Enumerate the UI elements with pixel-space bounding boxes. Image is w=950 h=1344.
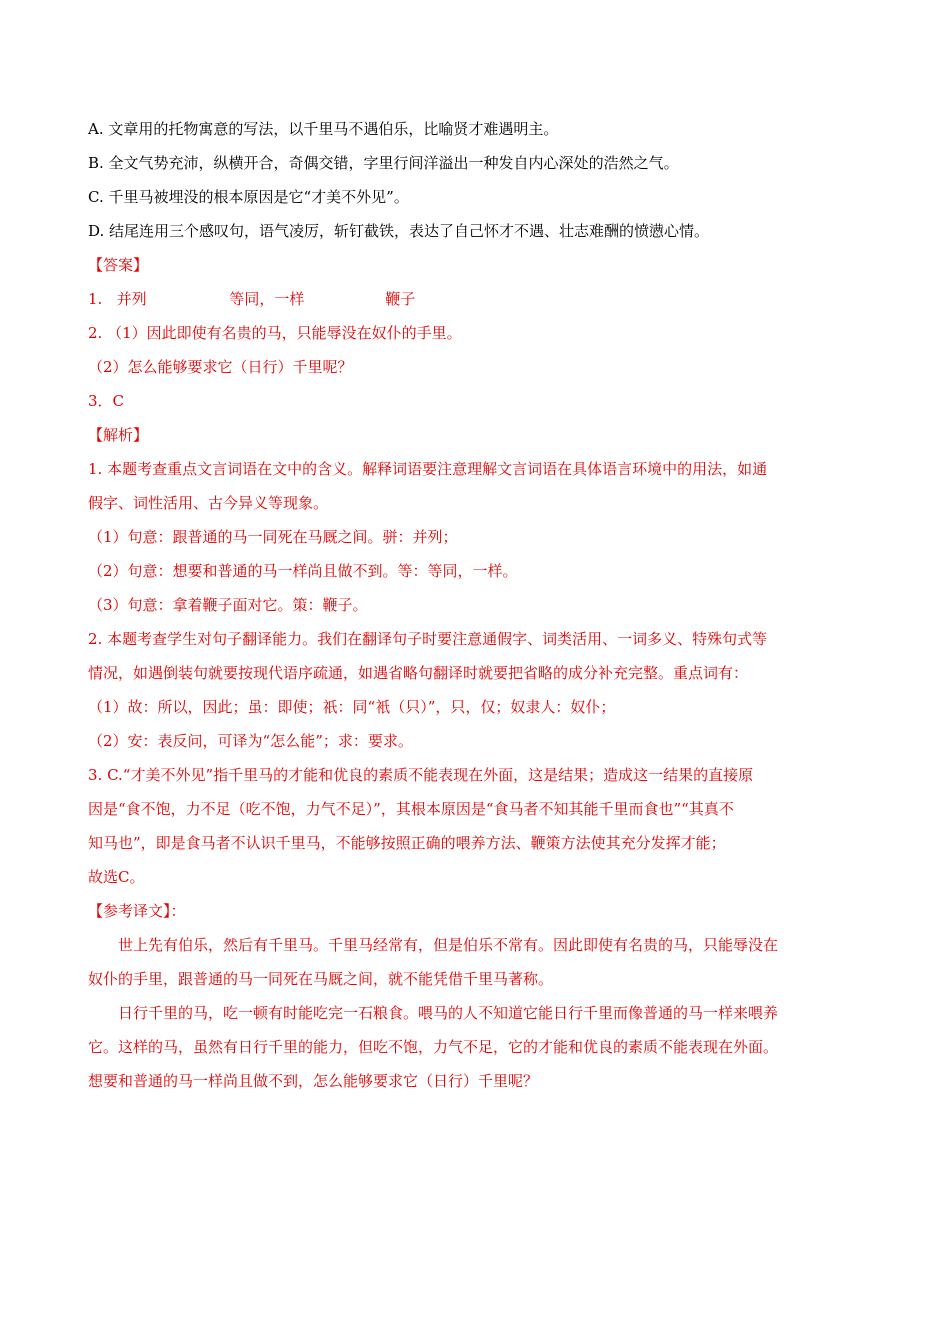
- analysis-heading: 【解析】: [88, 426, 149, 444]
- answer-q2-2: （2）怎么能够要求它（日行）千里呢？: [88, 358, 353, 376]
- analysis-p1-s2: （2）句意：想要和普通的马一样尚且做不到。等：等同，一样。: [88, 562, 518, 580]
- analysis-p1-s3: （3）句意：拿着鞭子面对它。策：鞭子。: [88, 596, 368, 614]
- translation-para2-line1: 日行千里的马，吃一顿有时能吃完一石粮食。喂马的人不知道它能日行千里而像普通的马一样来喂养: [118, 1004, 779, 1022]
- analysis-p1-s1: （1）句意：跟普通的马一同死在马厩之间。骈：并列；: [88, 528, 458, 546]
- answer-heading: 【答案】: [88, 256, 149, 274]
- analysis-p3-line1: 3. C.“才美不外见”指千里马的才能和优良的素质不能表现在外面，这是结果；造成这一结果的直接原: [88, 766, 754, 784]
- analysis-p3-line3: 知马也”，即是食马者不认识千里马，不能够按照正确的喂养方法、鞭策方法使其充分发挥才能；: [88, 834, 726, 852]
- translation-para2-line3: 想要和普通的马一样尚且做不到，怎么能够要求它（日行）千里呢？: [88, 1072, 539, 1090]
- analysis-p2-s1: （1）故：所以，因此；虽：即使；祇：同“衹（只）”，只，仅；奴隶人：奴仆；: [88, 698, 616, 716]
- analysis-p1-line2: 假字、词性活用、古今异义等现象。: [88, 494, 329, 512]
- answer-q1-c: 鞭子: [385, 290, 416, 308]
- translation-para1-line1: 世上先有伯乐，然后有千里马。千里马经常有，但是伯乐不常有。因此即使有名贵的马，只能辱没在: [118, 936, 779, 954]
- answer-q1-num: 1.: [88, 290, 103, 308]
- translation-para2-line2: 它。这样的马，虽然有日行千里的能力，但吃不饱，力气不足，它的才能和优良的素质不能表现在外面。: [88, 1038, 779, 1056]
- analysis-p2-line1: 2. 本题考查学生对句子翻译能力。我们在翻译句子时要注意通假字、词类活用、一词多义、特殊句式等: [88, 630, 768, 648]
- answer-q3: 3．C: [88, 392, 125, 410]
- analysis-p3-line4: 故选C。: [88, 868, 145, 886]
- answer-q2-1: 2. （1）因此即使有名贵的马，只能辱没在奴仆的手里。: [88, 324, 462, 342]
- option-a: A. 文章用的托物寓意的写法，以千里马不遇伯乐，比喻贤才难遇明主。: [88, 120, 559, 138]
- analysis-p3-line2: 因是“食不饱，力不足（吃不饱，力气不足）”，其根本原因是“食马者不知其能千里而食也”“其真不: [88, 800, 734, 818]
- answer-q1: [88, 282, 863, 316]
- translation-para1-line2: 奴仆的手里，跟普通的马一同死在马厩之间，就不能凭借千里马著称。: [88, 970, 554, 988]
- analysis-p1-line1: 1. 本题考查重点文言词语在文中的含义。解释词语要注意理解文言词语在具体语言环境中的用法，如通: [88, 460, 768, 478]
- translation-heading: 【参考译文】：: [88, 902, 186, 920]
- answer-q1-a: 并列: [116, 290, 147, 308]
- option-b: B. 全文气势充沛，纵横开合，奇偶交错，字里行间洋溢出一种发自内心深处的浩然之气。: [88, 154, 679, 172]
- analysis-p2-line2: 情况，如遇倒装句就要按现代语序疏通，如遇省略句翻译时就要把省略的成分补充完整。重点词有：: [88, 664, 749, 682]
- document-page: [88, 112, 863, 1098]
- option-c: C. 千里马被埋没的根本原因是它“才美不外见”。: [88, 188, 409, 206]
- option-d: D. 结尾连用三个感叹句，语气凌厉，斩钉截铁，表达了自己怀才不遇、壮志难酬的愤懑心情。: [88, 222, 710, 240]
- answer-q1-b: 等同，一样: [229, 290, 305, 308]
- analysis-p2-s2: （2）安：表反问，可译为“怎么能”；求：要求。: [88, 732, 413, 750]
